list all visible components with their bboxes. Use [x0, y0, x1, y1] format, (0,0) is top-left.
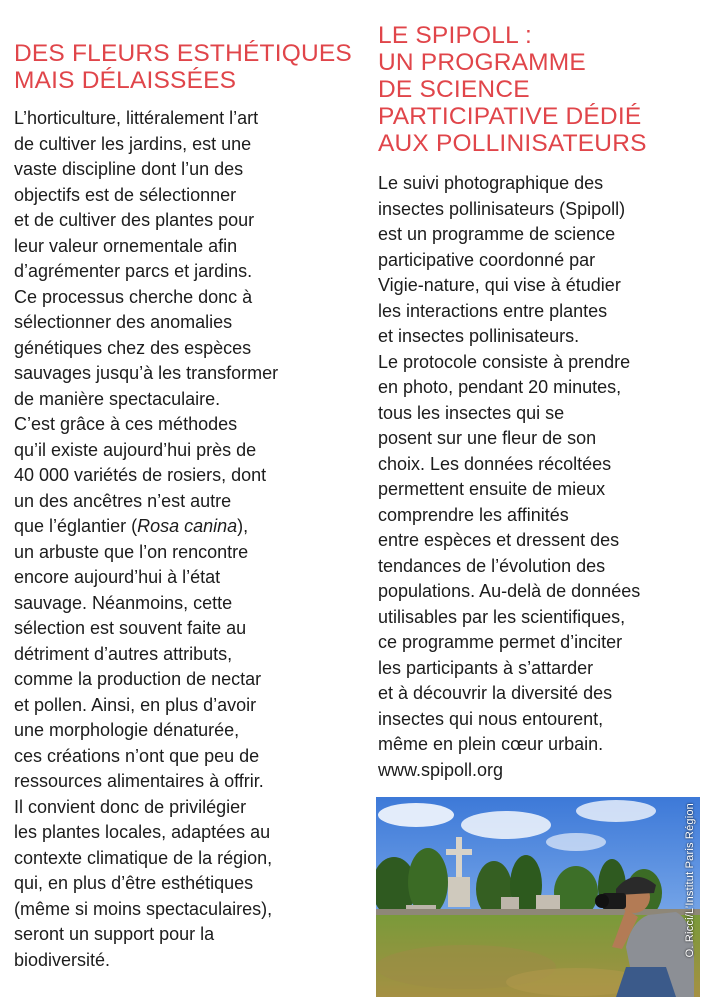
text-line: (même si moins spectaculaires),	[14, 898, 273, 919]
text-line: un arbuste que l’on rencontre	[14, 541, 249, 562]
text-line: Le suivi photographique des	[378, 173, 604, 193]
text-line: 40 000 variétés de rosiers, dont	[14, 465, 267, 485]
text-line: d’agrémenter parcs et jardins.	[14, 261, 253, 281]
text-line: sélection est souvent faite au	[14, 618, 247, 638]
text-line: en photo, pendant 20 minutes,	[378, 377, 622, 397]
text-line: une morphologie dénaturée,	[14, 720, 240, 740]
text-line: génétiques chez des espèces	[14, 337, 252, 358]
text-line: sauvage. Néanmoins, cette	[14, 592, 233, 613]
text-line: ce programme permet d’inciter	[378, 632, 623, 652]
text-line: insectes pollinisateurs (Spipoll)	[378, 198, 626, 219]
left-heading	[14, 40, 354, 94]
right-heading-line: PARTICIPATIVE DÉDIÉ	[378, 103, 642, 130]
text-line	[14, 514, 354, 540]
text-line: L’horticulture, littéralement l’art	[14, 108, 259, 128]
photo-credit: O. Ricci/L’Institut Paris Région	[684, 803, 696, 958]
text-line: participative coordonné par	[378, 249, 596, 270]
text-line: ces créations n’ont que peu de	[14, 745, 260, 766]
text-line: contexte climatique de la région,	[14, 847, 273, 868]
right-heading-line: LE SPIPOLL :	[378, 22, 533, 49]
text-line: Vigie-nature, qui vise à étudier	[378, 275, 621, 295]
text-line: seront un support pour la	[14, 924, 215, 944]
left-heading-line: MAIS DÉLAISSÉES	[14, 67, 237, 94]
text-line: tendances de l’évolution des	[378, 555, 606, 576]
text-line: les plantes locales, adaptées au	[14, 822, 271, 842]
text-line: encore aujourd’hui à l’état	[14, 567, 221, 587]
text-line: qu’il existe aujourd’hui près de	[14, 439, 257, 460]
text-line: permettent ensuite de mieux	[378, 479, 606, 499]
text-line: de manière spectaculaire.	[14, 388, 221, 409]
text-line: un des ancêtres n’est autre	[14, 490, 232, 511]
text-line: posent sur une fleur de son	[378, 428, 597, 448]
text-line: biodiversité.	[14, 949, 111, 970]
text-line: même en plein cœur urbain.	[378, 734, 604, 754]
photo-illustration	[376, 797, 700, 997]
text-line: sélectionner des anomalies	[14, 312, 233, 332]
right-column	[378, 22, 708, 783]
right-heading	[378, 22, 708, 157]
species-name: Rosa canina	[137, 516, 238, 536]
text-line: vaste discipline dont l’un des	[14, 159, 244, 179]
right-heading-line: AUX POLLINISATEURS	[378, 130, 647, 157]
text-line: Ce processus cherche donc à	[14, 286, 253, 307]
left-heading-line: DES FLEURS ESTHÉTIQUES	[14, 40, 352, 67]
text-fragment: que l’églantier (	[14, 516, 138, 536]
text-line: www.spipoll.org	[378, 759, 504, 780]
text-line: détriment d’autres attributs,	[14, 643, 233, 664]
text-line: les participants à s’attarder	[378, 657, 594, 678]
text-line: populations. Au-delà de données	[378, 581, 641, 601]
text-line: est un programme de science	[378, 224, 616, 244]
text-line: choix. Les données récoltées	[378, 453, 612, 474]
text-line: et de cultiver des plantes pour	[14, 210, 255, 230]
text-line: qui, en plus d’être esthétiques	[14, 873, 254, 893]
right-heading-line: UN PROGRAMME	[378, 49, 586, 76]
text-line: et insectes pollinisateurs.	[378, 326, 580, 346]
text-line: les interactions entre plantes	[378, 300, 608, 321]
left-body	[14, 106, 354, 973]
text-line: tous les insectes qui se	[378, 402, 565, 423]
right-body	[378, 171, 708, 783]
text-line: et pollen. Ainsi, en plus d’avoir	[14, 694, 257, 715]
text-line: Il convient donc de privilégier	[14, 796, 247, 817]
text-line: objectifs est de sélectionner	[14, 184, 237, 205]
text-line: C’est grâce à ces méthodes	[14, 414, 238, 434]
text-line: entre espèces et dressent des	[378, 530, 620, 550]
text-line: et à découvrir la diversité des	[378, 683, 613, 703]
cemetery-photo	[376, 797, 700, 997]
text-line: leur valeur ornementale afin	[14, 235, 238, 256]
text-line: utilisables par les scientifiques,	[378, 606, 626, 627]
text-line: de cultiver les jardins, est une	[14, 133, 252, 154]
right-heading-line: DE SCIENCE	[378, 76, 530, 103]
text-line: comme la production de nectar	[14, 669, 262, 689]
text-fragment: ),	[237, 516, 249, 536]
text-line: comprendre les affinités	[378, 504, 569, 525]
text-line: insectes qui nous entourent,	[378, 708, 604, 729]
text-line: Le protocole consiste à prendre	[378, 351, 631, 372]
left-column	[14, 40, 354, 973]
text-line: ressources alimentaires à offrir.	[14, 771, 264, 791]
text-line: sauvages jusqu’à les transformer	[14, 363, 279, 383]
